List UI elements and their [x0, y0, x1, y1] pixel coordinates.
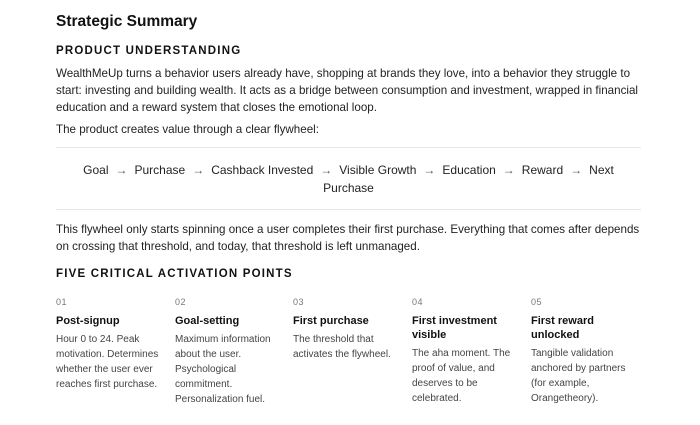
flywheel-step-goal: Goal [83, 163, 109, 177]
activation-point-title: First reward unlocked [531, 315, 594, 341]
flywheel-step-reward: Reward [521, 163, 564, 177]
activation-point-post-signup [56, 297, 166, 392]
flywheel-step-visible-growth: Visible Growth [339, 163, 417, 177]
activation-point-title: Post-signup [56, 315, 120, 327]
product-understanding-heading: PRODUCT UNDERSTANDING [56, 45, 242, 57]
activation-point-title: Goal-setting [175, 315, 240, 327]
product-description-paragraph: WealthMeUp turns a behavior users already have, shopping at brands they love, into a behavior they struggle to start: investing and building wealth. It acts as a bridge between consumption and investment, wrapped in financial education and a reward system that closes the emotional loop. [56, 67, 638, 114]
arrow-right-icon: → [192, 163, 205, 177]
flywheel-step-next: Next [589, 163, 614, 177]
activation-point-first-reward-unlocked [531, 297, 641, 406]
page-title: Strategic Summary [56, 13, 198, 30]
activation-point-title: First investment visible [412, 315, 497, 341]
flywheel-flow-line-continued: Purchase [323, 181, 374, 195]
flywheel-flow-line [56, 161, 641, 179]
flywheel-step-education: Education [442, 163, 496, 177]
flywheel-intro-paragraph: The product creates value through a clear flywheel: [56, 123, 319, 136]
activation-points-list [56, 297, 646, 412]
activation-point-description: Maximum information about the user. Psychological commitment. Personalization fuel. [175, 334, 271, 405]
flywheel-step-cashback-invested: Cashback Invested [211, 163, 314, 177]
activation-point-description: The threshold that activates the flywheel. [293, 334, 391, 360]
activation-point-title: First purchase [293, 315, 369, 327]
arrow-right-icon: → [115, 163, 128, 177]
activation-point-first-investment-visible [412, 297, 522, 406]
activation-point-number: 04 [412, 297, 424, 307]
activation-point-description: Tangible validation anchored by partners (for example, Orangetheory). [531, 348, 626, 404]
activation-points-heading: FIVE CRITICAL ACTIVATION POINTS [56, 268, 293, 280]
arrow-right-icon: → [423, 163, 436, 177]
activation-point-number: 03 [293, 297, 305, 307]
activation-point-number: 05 [531, 297, 543, 307]
flywheel-diagram [56, 147, 641, 210]
activation-point-description: Hour 0 to 24. Peak motivation. Determines whether the user ever reaches first purchase. [56, 334, 159, 390]
arrow-right-icon: → [320, 163, 333, 177]
arrow-right-icon: → [502, 163, 515, 177]
activation-point-first-purchase [293, 297, 403, 362]
activation-point-number: 01 [56, 297, 68, 307]
activation-point-goal-setting [175, 297, 285, 407]
flywheel-step-purchase: Purchase [134, 163, 186, 177]
activation-point-number: 02 [175, 297, 187, 307]
activation-point-description: The aha moment. The proof of value, and deserves to be celebrated. [412, 348, 511, 404]
arrow-right-icon: → [570, 163, 583, 177]
flywheel-threshold-paragraph: This flywheel only starts spinning once a user completes their first purchase. Everything that comes after depends on crossing that threshold, and today, that threshold is left unmanaged. [56, 223, 640, 253]
